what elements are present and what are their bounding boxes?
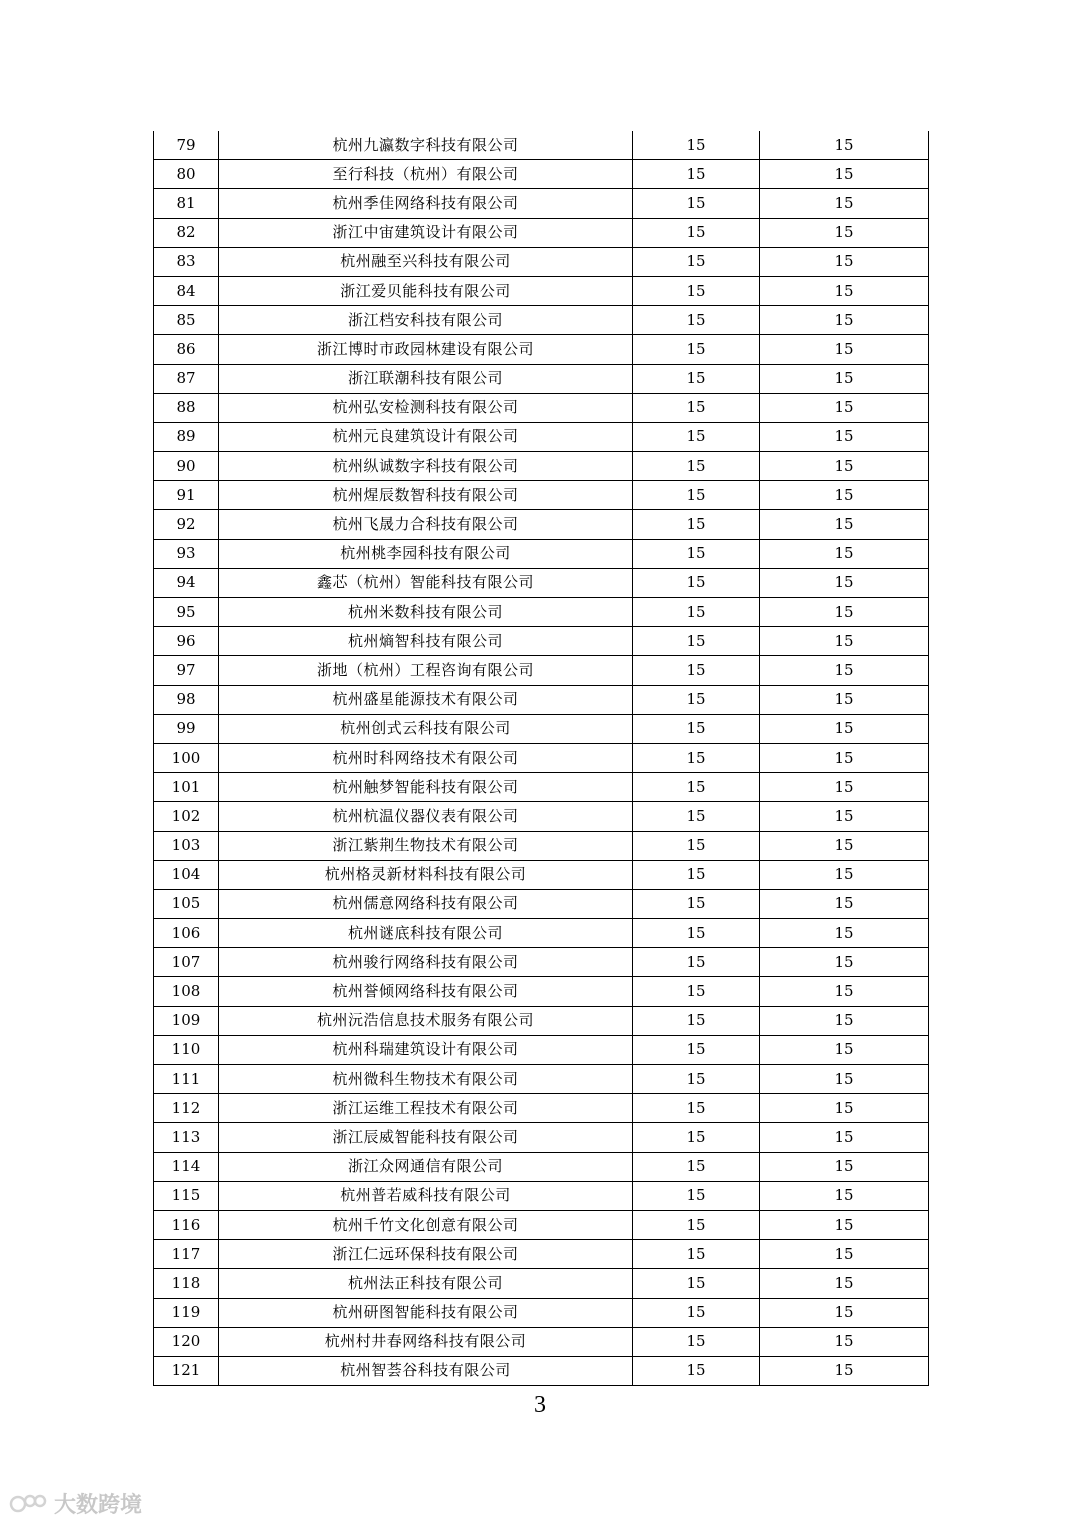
cell-index: 101: [154, 773, 219, 802]
cell-company-name: 杭州创式云科技有限公司: [219, 714, 633, 743]
table-row: [154, 743, 929, 772]
cell-value: 15: [760, 422, 929, 451]
cell-company-name: 杭州谜底科技有限公司: [219, 919, 633, 948]
cell-value: 15: [760, 335, 929, 364]
cell-company-name: 浙江运维工程技术有限公司: [219, 1094, 633, 1123]
cell-value: 15: [760, 627, 929, 656]
cell-value: 15: [633, 510, 760, 539]
table-row: [154, 1269, 929, 1298]
cell-value: 15: [633, 481, 760, 510]
cell-value: 15: [760, 1240, 929, 1269]
cell-index: 96: [154, 627, 219, 656]
cell-index: 80: [154, 160, 219, 189]
cell-company-name: 杭州桃李园科技有限公司: [219, 539, 633, 568]
table-row: [154, 977, 929, 1006]
cell-value: 15: [633, 919, 760, 948]
cell-company-name: 杭州研图智能科技有限公司: [219, 1298, 633, 1327]
page-number: 3: [534, 1392, 546, 1418]
cell-value: 15: [760, 1356, 929, 1385]
cell-index: 93: [154, 539, 219, 568]
cell-index: 90: [154, 452, 219, 481]
cell-value: 15: [633, 1298, 760, 1327]
cell-company-name: 杭州九瀛数字科技有限公司: [219, 131, 633, 160]
cell-index: 108: [154, 977, 219, 1006]
table-row: [154, 656, 929, 685]
cell-value: 15: [633, 743, 760, 772]
cell-value: 15: [760, 1269, 929, 1298]
cell-company-name: 浙江众网通信有限公司: [219, 1152, 633, 1181]
cell-value: 15: [760, 714, 929, 743]
cell-company-name: 浙江紫荆生物技术有限公司: [219, 831, 633, 860]
table-row: [154, 160, 929, 189]
cell-value: 15: [760, 189, 929, 218]
cell-value: 15: [633, 568, 760, 597]
company-table: [153, 131, 929, 1386]
cell-index: 92: [154, 510, 219, 539]
cell-company-name: 杭州骏行网络科技有限公司: [219, 948, 633, 977]
cell-index: 104: [154, 860, 219, 889]
cell-value: 15: [633, 276, 760, 305]
cell-value: 15: [633, 889, 760, 918]
cell-value: 15: [760, 276, 929, 305]
watermark: [8, 1488, 142, 1519]
cell-index: 99: [154, 714, 219, 743]
cell-value: 15: [633, 1123, 760, 1152]
table-row: [154, 773, 929, 802]
cell-value: 15: [760, 1006, 929, 1035]
cell-company-name: 杭州格灵新材料科技有限公司: [219, 860, 633, 889]
table-row: [154, 627, 929, 656]
cell-index: 84: [154, 276, 219, 305]
cell-index: 83: [154, 247, 219, 276]
watermark-text: 大数跨境: [54, 1493, 143, 1518]
cell-value: 15: [760, 860, 929, 889]
cell-value: 15: [633, 218, 760, 247]
cell-value: 15: [633, 452, 760, 481]
cell-index: 120: [154, 1327, 219, 1356]
cell-value: 15: [760, 539, 929, 568]
table-row: [154, 685, 929, 714]
cell-company-name: 浙江辰威智能科技有限公司: [219, 1123, 633, 1152]
cell-value: 15: [760, 510, 929, 539]
table-row: [154, 1327, 929, 1356]
cell-value: 15: [760, 218, 929, 247]
table-row: [154, 1356, 929, 1385]
cell-value: 15: [760, 247, 929, 276]
cell-index: 119: [154, 1298, 219, 1327]
table-row: [154, 860, 929, 889]
table-row: [154, 1094, 929, 1123]
cell-value: 15: [633, 656, 760, 685]
cell-value: 15: [760, 1035, 929, 1064]
cell-company-name: 鑫芯（杭州）智能科技有限公司: [219, 568, 633, 597]
table-row: [154, 189, 929, 218]
cell-value: 15: [760, 802, 929, 831]
cell-index: 88: [154, 393, 219, 422]
cell-index: 116: [154, 1210, 219, 1239]
cell-value: 15: [633, 1356, 760, 1385]
cell-company-name: 杭州纵诚数字科技有限公司: [219, 452, 633, 481]
cell-value: 15: [633, 860, 760, 889]
table-body: [154, 131, 929, 1386]
cell-company-name: 杭州法正科技有限公司: [219, 1269, 633, 1298]
cell-company-name: 杭州儒意网络科技有限公司: [219, 889, 633, 918]
table-row: [154, 364, 929, 393]
table-row: [154, 1240, 929, 1269]
cell-value: 15: [633, 773, 760, 802]
cell-value: 15: [760, 481, 929, 510]
cell-index: 95: [154, 598, 219, 627]
cell-value: 15: [760, 1065, 929, 1094]
cell-value: 15: [633, 685, 760, 714]
cell-company-name: 至行科技（杭州）有限公司: [219, 160, 633, 189]
cell-value: 15: [633, 364, 760, 393]
cell-value: 15: [760, 919, 929, 948]
cell-value: 15: [760, 131, 929, 160]
table-row: [154, 422, 929, 451]
cell-company-name: 杭州村井春网络科技有限公司: [219, 1327, 633, 1356]
cell-value: 15: [633, 627, 760, 656]
cell-index: 85: [154, 306, 219, 335]
table-row: [154, 1152, 929, 1181]
cell-company-name: 杭州千竹文化创意有限公司: [219, 1210, 633, 1239]
cell-value: 15: [760, 743, 929, 772]
cell-index: 103: [154, 831, 219, 860]
cell-value: 15: [633, 393, 760, 422]
cell-value: 15: [760, 364, 929, 393]
cell-value: 15: [760, 1094, 929, 1123]
cell-value: 15: [760, 393, 929, 422]
cell-index: 79: [154, 131, 219, 160]
cell-value: 15: [633, 131, 760, 160]
cell-value: 15: [760, 977, 929, 1006]
cell-company-name: 浙江爱贝能科技有限公司: [219, 276, 633, 305]
cell-index: 111: [154, 1065, 219, 1094]
cell-value: 15: [633, 1327, 760, 1356]
table-row: [154, 598, 929, 627]
cell-value: 15: [760, 889, 929, 918]
cell-value: 15: [760, 1298, 929, 1327]
cell-value: 15: [760, 831, 929, 860]
cell-index: 107: [154, 948, 219, 977]
cell-company-name: 杭州触梦智能科技有限公司: [219, 773, 633, 802]
cell-index: 87: [154, 364, 219, 393]
cell-index: 97: [154, 656, 219, 685]
brand-logo-icon: [8, 1490, 48, 1518]
cell-value: 15: [633, 1240, 760, 1269]
cell-company-name: 杭州融至兴科技有限公司: [219, 247, 633, 276]
cell-company-name: 杭州米数科技有限公司: [219, 598, 633, 627]
cell-company-name: 杭州沅浩信息技术服务有限公司: [219, 1006, 633, 1035]
cell-company-name: 浙地（杭州）工程咨询有限公司: [219, 656, 633, 685]
table-row: [154, 1065, 929, 1094]
cell-value: 15: [760, 306, 929, 335]
cell-company-name: 杭州誉倾网络科技有限公司: [219, 977, 633, 1006]
cell-index: 118: [154, 1269, 219, 1298]
cell-index: 105: [154, 889, 219, 918]
cell-value: 15: [760, 656, 929, 685]
table-row: [154, 714, 929, 743]
cell-index: 115: [154, 1181, 219, 1210]
cell-value: 15: [633, 1210, 760, 1239]
cell-value: 15: [760, 1327, 929, 1356]
cell-company-name: 杭州飞晟力合科技有限公司: [219, 510, 633, 539]
cell-company-name: 杭州智荟谷科技有限公司: [219, 1356, 633, 1385]
table-row: [154, 1123, 929, 1152]
cell-company-name: 浙江中宙建筑设计有限公司: [219, 218, 633, 247]
table-row: [154, 335, 929, 364]
cell-value: 15: [633, 1269, 760, 1298]
cell-company-name: 杭州时科网络技术有限公司: [219, 743, 633, 772]
table-row: [154, 919, 929, 948]
table-row: [154, 802, 929, 831]
table-row: [154, 481, 929, 510]
cell-index: 106: [154, 919, 219, 948]
cell-value: 15: [633, 977, 760, 1006]
table-row: [154, 1181, 929, 1210]
cell-value: 15: [633, 1094, 760, 1123]
table-row: [154, 1210, 929, 1239]
cell-value: 15: [633, 802, 760, 831]
table-row: [154, 276, 929, 305]
table-row: [154, 247, 929, 276]
cell-company-name: 杭州微科生物技术有限公司: [219, 1065, 633, 1094]
table-row: [154, 393, 929, 422]
cell-company-name: 杭州普若威科技有限公司: [219, 1181, 633, 1210]
cell-index: 113: [154, 1123, 219, 1152]
cell-value: 15: [633, 714, 760, 743]
cell-value: 15: [760, 568, 929, 597]
cell-value: 15: [760, 1123, 929, 1152]
table-row: [154, 889, 929, 918]
cell-index: 94: [154, 568, 219, 597]
cell-index: 81: [154, 189, 219, 218]
cell-index: 114: [154, 1152, 219, 1181]
table-row: [154, 539, 929, 568]
cell-company-name: 杭州科瑞建筑设计有限公司: [219, 1035, 633, 1064]
cell-company-name: 浙江档安科技有限公司: [219, 306, 633, 335]
cell-value: 15: [633, 1035, 760, 1064]
table-row: [154, 831, 929, 860]
cell-value: 15: [633, 1181, 760, 1210]
table-row: [154, 452, 929, 481]
cell-company-name: 杭州元良建筑设计有限公司: [219, 422, 633, 451]
cell-value: 15: [760, 773, 929, 802]
cell-index: 109: [154, 1006, 219, 1035]
cell-index: 82: [154, 218, 219, 247]
cell-index: 117: [154, 1240, 219, 1269]
cell-index: 110: [154, 1035, 219, 1064]
cell-value: 15: [760, 1152, 929, 1181]
table-row: [154, 218, 929, 247]
cell-value: 15: [633, 1065, 760, 1094]
cell-company-name: 浙江联潮科技有限公司: [219, 364, 633, 393]
cell-company-name: 杭州熵智科技有限公司: [219, 627, 633, 656]
cell-value: 15: [633, 539, 760, 568]
cell-company-name: 杭州弘安检测科技有限公司: [219, 393, 633, 422]
cell-index: 91: [154, 481, 219, 510]
cell-company-name: 浙江博时市政园林建设有限公司: [219, 335, 633, 364]
table-row: [154, 1006, 929, 1035]
cell-company-name: 浙江仁远环保科技有限公司: [219, 1240, 633, 1269]
table-row: [154, 306, 929, 335]
cell-value: 15: [633, 247, 760, 276]
cell-index: 112: [154, 1094, 219, 1123]
table-row: [154, 1035, 929, 1064]
cell-value: 15: [633, 160, 760, 189]
cell-value: 15: [633, 422, 760, 451]
cell-value: 15: [633, 598, 760, 627]
table-row: [154, 510, 929, 539]
cell-index: 89: [154, 422, 219, 451]
cell-company-name: 杭州季佳网络科技有限公司: [219, 189, 633, 218]
table-row: [154, 131, 929, 160]
table-row: [154, 948, 929, 977]
cell-value: 15: [760, 1181, 929, 1210]
cell-value: 15: [633, 1152, 760, 1181]
table-row: [154, 568, 929, 597]
cell-value: 15: [760, 160, 929, 189]
cell-value: 15: [633, 335, 760, 364]
cell-value: 15: [760, 948, 929, 977]
cell-value: 15: [633, 831, 760, 860]
cell-company-name: 杭州盛星能源技术有限公司: [219, 685, 633, 714]
cell-company-name: 杭州杭温仪器仪表有限公司: [219, 802, 633, 831]
cell-value: 15: [633, 189, 760, 218]
table-row: [154, 1298, 929, 1327]
cell-index: 102: [154, 802, 219, 831]
cell-value: 15: [760, 685, 929, 714]
cell-value: 15: [633, 1006, 760, 1035]
cell-index: 121: [154, 1356, 219, 1385]
cell-value: 15: [633, 948, 760, 977]
cell-value: 15: [760, 598, 929, 627]
cell-index: 98: [154, 685, 219, 714]
cell-index: 86: [154, 335, 219, 364]
cell-value: 15: [633, 306, 760, 335]
cell-index: 100: [154, 743, 219, 772]
cell-company-name: 杭州煋辰数智科技有限公司: [219, 481, 633, 510]
cell-value: 15: [760, 452, 929, 481]
cell-value: 15: [760, 1210, 929, 1239]
